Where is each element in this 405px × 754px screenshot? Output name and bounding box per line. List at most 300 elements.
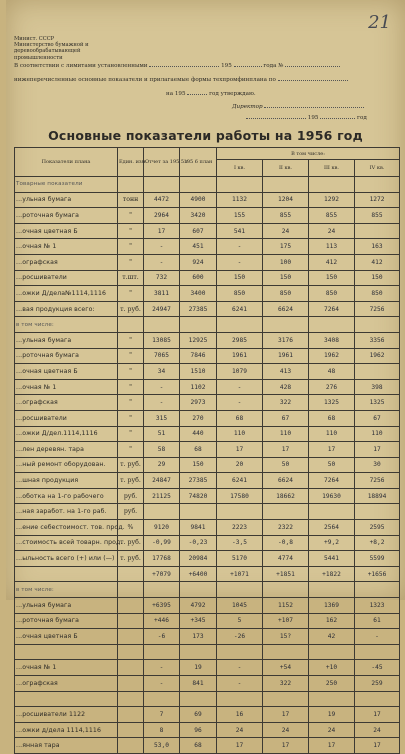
q3-value: 5441 — [309, 551, 355, 567]
q1-value — [217, 644, 263, 660]
report-value: 29 — [144, 457, 180, 473]
q4-value: 5599 — [355, 551, 400, 567]
q3-value: 113 — [309, 239, 355, 255]
row-name: ...ографская — [15, 676, 118, 692]
table-row — [15, 488, 400, 504]
ministry-line: деревообрабатывающей — [14, 48, 81, 55]
col-header-report: Отчет за 195 5 г. — [144, 148, 180, 177]
q4-value: 17 — [355, 707, 400, 723]
q1-value: - — [217, 676, 263, 692]
row-name: ...роточная бумага — [15, 613, 118, 629]
table-row — [15, 208, 400, 224]
row-name: ...ение себестоимост. тов. прод. — [15, 520, 118, 536]
row-name: ...очная № 1 — [15, 660, 118, 676]
plan-value: 4900 — [180, 192, 217, 208]
q2-value: 50 — [263, 457, 309, 473]
plan-value — [180, 644, 217, 660]
plan-value: -0,23 — [180, 535, 217, 551]
report-value: 24947 — [144, 301, 180, 317]
plan-value: 607 — [180, 223, 217, 239]
report-value: 9120 — [144, 520, 180, 536]
plan-value: 600 — [180, 270, 217, 286]
row-name: ...ожки Д/дела№1114,1116 — [15, 286, 118, 302]
table-row — [15, 348, 400, 364]
q3-value — [309, 691, 355, 707]
row-name: ...ожки д/дела 1114,1116 — [15, 722, 118, 738]
table-row — [15, 301, 400, 317]
row-name: ...оботка на 1-го рабочего — [15, 488, 118, 504]
row-unit: " — [118, 348, 144, 364]
q3-value: 50 — [309, 457, 355, 473]
report-value: +6395 — [144, 598, 180, 614]
approval-line-2: нижеперечисленные основные показатели и прилагаемые формы техпромфинплана по — [14, 77, 348, 83]
plan-value: 12925 — [180, 332, 217, 348]
q3-value: 7264 — [309, 301, 355, 317]
q1-value: 20 — [217, 457, 263, 473]
plan-value: +345 — [180, 613, 217, 629]
row-name — [15, 566, 118, 582]
plan-value: 96 — [180, 722, 217, 738]
q1-value: 110 — [217, 426, 263, 442]
col-header-q4: IV кв. — [355, 160, 400, 177]
row-name: ...ульная бумага — [15, 192, 118, 208]
col-header-incl: В том числе: — [217, 148, 400, 160]
report-value — [144, 504, 180, 520]
row-unit: % — [118, 520, 144, 536]
table-row — [15, 629, 400, 645]
director-line: Директор — [232, 104, 364, 110]
q2-value: 15? — [263, 629, 309, 645]
q2-value: 17 — [263, 707, 309, 723]
table-row — [15, 239, 400, 255]
row-unit: т. руб. — [118, 301, 144, 317]
report-value: - — [144, 395, 180, 411]
report-value: - — [144, 660, 180, 676]
q1-value: 17580 — [217, 488, 263, 504]
q3-value: 855 — [309, 208, 355, 224]
q4-value: 2595 — [355, 520, 400, 536]
q2-value: 100 — [263, 254, 309, 270]
q2-value: 17 — [263, 738, 309, 754]
q2-value: 850 — [263, 286, 309, 302]
approval-line-1: В соответствии с лимитами установленными 195 года № — [14, 63, 340, 69]
row-name: ...ульная бумага — [15, 332, 118, 348]
row-unit: тонн — [118, 192, 144, 208]
row-unit: " — [118, 254, 144, 270]
q4-value: 24 — [355, 722, 400, 738]
plan-value: +6400 — [180, 566, 217, 582]
q4-value: 412 — [355, 254, 400, 270]
q3-value: +9,2 — [309, 535, 355, 551]
row-unit: " — [118, 379, 144, 395]
row-unit — [118, 177, 144, 193]
q4-value: 1272 — [355, 192, 400, 208]
row-unit: руб. — [118, 504, 144, 520]
q4-value: - — [355, 629, 400, 645]
plan-value: 27385 — [180, 301, 217, 317]
report-value: 21125 — [144, 488, 180, 504]
table-row — [15, 270, 400, 286]
row-name: ...ная заработ. на 1-го раб. — [15, 504, 118, 520]
report-value: 7 — [144, 707, 180, 723]
approval-line-3: на 195 год утверждаю. — [166, 91, 256, 97]
plan-value: 1102 — [180, 379, 217, 395]
report-value: 58 — [144, 442, 180, 458]
q3-value: 17 — [309, 738, 355, 754]
row-unit — [118, 691, 144, 707]
q1-value: -3,5 — [217, 535, 263, 551]
row-name: ...лен деревян. тара — [15, 442, 118, 458]
q3-value: 19 — [309, 707, 355, 723]
plan-value — [180, 582, 217, 598]
row-unit — [118, 613, 144, 629]
q1-value — [217, 582, 263, 598]
q1-value: - — [217, 660, 263, 676]
table-row — [15, 286, 400, 302]
q4-value: 30 — [355, 457, 400, 473]
row-unit: " — [118, 442, 144, 458]
report-value: 732 — [144, 270, 180, 286]
date-line: 195 год — [246, 115, 367, 121]
row-unit — [118, 629, 144, 645]
q2-value — [263, 644, 309, 660]
table-row — [15, 254, 400, 270]
row-name — [15, 644, 118, 660]
q4-value — [355, 504, 400, 520]
plan-value — [180, 317, 217, 333]
q1-value: 24 — [217, 722, 263, 738]
table-row — [15, 691, 400, 707]
q2-value — [263, 317, 309, 333]
ministry-line: Министерство бумажной и — [14, 42, 89, 49]
q4-value: 61 — [355, 613, 400, 629]
row-unit: " — [118, 332, 144, 348]
plan-value: 3400 — [180, 286, 217, 302]
table-row — [15, 613, 400, 629]
row-unit — [118, 644, 144, 660]
table-row — [15, 426, 400, 442]
report-value: 13085 — [144, 332, 180, 348]
q3-value — [309, 177, 355, 193]
q1-value: 16 — [217, 707, 263, 723]
col-header-unit: Един. изм. — [118, 148, 144, 177]
row-unit — [118, 566, 144, 582]
table-body — [15, 177, 400, 754]
plan-value: 69 — [180, 707, 217, 723]
row-unit: т. руб. — [118, 473, 144, 489]
row-name: ...очная № 1 — [15, 239, 118, 255]
q2-value: 175 — [263, 239, 309, 255]
plan-value: 68 — [180, 442, 217, 458]
row-unit: " — [118, 395, 144, 411]
q1-value: 541 — [217, 223, 263, 239]
q1-value: 2223 — [217, 520, 263, 536]
row-unit — [118, 598, 144, 614]
q1-value: 150 — [217, 270, 263, 286]
q4-value — [355, 691, 400, 707]
plan-value: 270 — [180, 410, 217, 426]
q4-value: 110 — [355, 426, 400, 442]
q1-value: 155 — [217, 208, 263, 224]
q3-value: 48 — [309, 364, 355, 380]
q4-value: +1656 — [355, 566, 400, 582]
q4-value — [355, 582, 400, 598]
q1-value: +1071 — [217, 566, 263, 582]
table-row — [15, 410, 400, 426]
table-row — [15, 582, 400, 598]
q3-value: 412 — [309, 254, 355, 270]
q4-value: +8,2 — [355, 535, 400, 551]
table-row — [15, 644, 400, 660]
table-row — [15, 535, 400, 551]
table-row — [15, 457, 400, 473]
q2-value: +107 — [263, 613, 309, 629]
page-title: Основные показатели работы на 1956 год — [48, 128, 363, 143]
page-number: 21 — [368, 12, 391, 33]
table-row — [15, 520, 400, 536]
row-name: ...росшиватели — [15, 410, 118, 426]
row-unit: т. руб. — [118, 457, 144, 473]
q3-value: 24 — [309, 223, 355, 239]
q1-value — [217, 317, 263, 333]
table-row — [15, 738, 400, 754]
report-value: - — [144, 239, 180, 255]
q3-value: 7264 — [309, 473, 355, 489]
q1-value: 1079 — [217, 364, 263, 380]
report-value — [144, 691, 180, 707]
q1-value: 1132 — [217, 192, 263, 208]
report-value: - — [144, 676, 180, 692]
q2-value: 17 — [263, 442, 309, 458]
q3-value — [309, 317, 355, 333]
report-value — [144, 644, 180, 660]
q1-value: 17 — [217, 442, 263, 458]
q3-value: 19630 — [309, 488, 355, 504]
q2-value: 322 — [263, 676, 309, 692]
table-row — [15, 364, 400, 380]
q1-value: 1961 — [217, 348, 263, 364]
q2-value — [263, 504, 309, 520]
row-name: Товарные показатели — [15, 177, 118, 193]
table-row — [15, 722, 400, 738]
report-value: 17768 — [144, 551, 180, 567]
table-row — [15, 551, 400, 567]
q1-value: 6241 — [217, 473, 263, 489]
row-unit — [118, 660, 144, 676]
q3-value: +1822 — [309, 566, 355, 582]
q4-value — [355, 317, 400, 333]
plan-value — [180, 504, 217, 520]
q3-value: 3408 — [309, 332, 355, 348]
plan-value: 2973 — [180, 395, 217, 411]
plan-value — [180, 177, 217, 193]
row-name: ...вая продукция всего: — [15, 301, 118, 317]
report-value: -6 — [144, 629, 180, 645]
table-row — [15, 566, 400, 582]
q2-value: 428 — [263, 379, 309, 395]
q3-value: 1325 — [309, 395, 355, 411]
q4-value: 398 — [355, 379, 400, 395]
q1-value — [217, 177, 263, 193]
row-unit — [118, 722, 144, 738]
report-value: 4472 — [144, 192, 180, 208]
row-name: ...очная № 1 — [15, 379, 118, 395]
row-unit: " — [118, 410, 144, 426]
table-row — [15, 598, 400, 614]
row-name: ...ный ремонт оборудован. — [15, 457, 118, 473]
row-name: ...очная цветная Б — [15, 223, 118, 239]
col-header-plan: 195 6 план — [180, 148, 217, 177]
q4-value — [355, 644, 400, 660]
q1-value: -26 — [217, 629, 263, 645]
q3-value: +10 — [309, 660, 355, 676]
row-name: ...ожки Д/дел.1114,1116 — [15, 426, 118, 442]
q4-value — [355, 223, 400, 239]
ministry-heading — [14, 36, 124, 61]
q3-value — [309, 644, 355, 660]
row-unit: руб. — [118, 488, 144, 504]
q4-value: 855 — [355, 208, 400, 224]
row-unit: т. руб. — [118, 535, 144, 551]
q3-value: 1292 — [309, 192, 355, 208]
report-value: 7065 — [144, 348, 180, 364]
q4-value — [355, 177, 400, 193]
report-value: +446 — [144, 613, 180, 629]
table-row — [15, 676, 400, 692]
report-value: 3811 — [144, 286, 180, 302]
plan-value: 19 — [180, 660, 217, 676]
row-name: ...янная тара — [15, 738, 118, 754]
q2-value: 1961 — [263, 348, 309, 364]
plan-value: 7846 — [180, 348, 217, 364]
q2-value: 3176 — [263, 332, 309, 348]
report-value: 17 — [144, 223, 180, 239]
row-name: ...росшиватели 1122 — [15, 707, 118, 723]
row-unit — [118, 582, 144, 598]
row-name: ...росшиватели — [15, 270, 118, 286]
table-row — [15, 504, 400, 520]
q4-value: 18894 — [355, 488, 400, 504]
q4-value: 17 — [355, 442, 400, 458]
plan-value: 20984 — [180, 551, 217, 567]
q2-value: +54 — [263, 660, 309, 676]
row-name: ...шная продукция — [15, 473, 118, 489]
report-value: 2964 — [144, 208, 180, 224]
q1-value: - — [217, 379, 263, 395]
q3-value: 150 — [309, 270, 355, 286]
q4-value: 67 — [355, 410, 400, 426]
row-unit: " — [118, 364, 144, 380]
col-header-q1: I кв. — [217, 160, 263, 177]
q3-value: 2564 — [309, 520, 355, 536]
row-unit — [118, 317, 144, 333]
plan-value: 451 — [180, 239, 217, 255]
table-row — [15, 317, 400, 333]
q1-value: 6241 — [217, 301, 263, 317]
q4-value: 150 — [355, 270, 400, 286]
q4-value: 163 — [355, 239, 400, 255]
table-row — [15, 660, 400, 676]
q2-value: 6624 — [263, 301, 309, 317]
row-unit: т. руб. — [118, 551, 144, 567]
report-value — [144, 582, 180, 598]
report-value: 51 — [144, 426, 180, 442]
col-header-name: Показатели плана — [15, 148, 118, 177]
q3-value: 162 — [309, 613, 355, 629]
plan-value: 4792 — [180, 598, 217, 614]
row-name: в том числе: — [15, 582, 118, 598]
q4-value: 7256 — [355, 473, 400, 489]
q4-value: 1323 — [355, 598, 400, 614]
q4-value: 1325 — [355, 395, 400, 411]
title-year: 6 — [323, 128, 333, 143]
indicators-table — [14, 147, 400, 754]
q2-value — [263, 691, 309, 707]
q3-value: 250 — [309, 676, 355, 692]
row-unit — [118, 738, 144, 754]
q3-value: 24 — [309, 722, 355, 738]
report-value: 315 — [144, 410, 180, 426]
q2-value: 110 — [263, 426, 309, 442]
q2-value: 4774 — [263, 551, 309, 567]
table-row — [15, 707, 400, 723]
table-row — [15, 332, 400, 348]
row-unit: " — [118, 286, 144, 302]
q2-value: 1152 — [263, 598, 309, 614]
q2-value: 1204 — [263, 192, 309, 208]
row-name: в том числе: — [15, 317, 118, 333]
q4-value — [355, 364, 400, 380]
q2-value — [263, 582, 309, 598]
report-value — [144, 317, 180, 333]
q3-value: 17 — [309, 442, 355, 458]
table-row — [15, 473, 400, 489]
table-row — [15, 395, 400, 411]
q1-value: 17 — [217, 738, 263, 754]
q4-value: -45 — [355, 660, 400, 676]
q4-value: 17 — [355, 738, 400, 754]
report-value: 53,0 — [144, 738, 180, 754]
q2-value: 2322 — [263, 520, 309, 536]
q1-value: 1045 — [217, 598, 263, 614]
report-value: 8 — [144, 722, 180, 738]
plan-value: 27385 — [180, 473, 217, 489]
plan-value: 1510 — [180, 364, 217, 380]
q1-value: 5 — [217, 613, 263, 629]
plan-value — [180, 691, 217, 707]
row-name: ...роточная бумага — [15, 348, 118, 364]
row-unit: " — [118, 426, 144, 442]
q3-value: 850 — [309, 286, 355, 302]
row-unit: " — [118, 239, 144, 255]
col-header-q2: II кв. — [263, 160, 309, 177]
row-unit: " — [118, 223, 144, 239]
report-value: - — [144, 379, 180, 395]
q2-value: 150 — [263, 270, 309, 286]
ministry-line: Минист. СССР — [14, 36, 55, 42]
q1-value: 850 — [217, 286, 263, 302]
q1-value: 2985 — [217, 332, 263, 348]
table-row — [15, 192, 400, 208]
q3-value: 110 — [309, 426, 355, 442]
q3-value: 42 — [309, 629, 355, 645]
q2-value: 6624 — [263, 473, 309, 489]
q4-value: 3356 — [355, 332, 400, 348]
q2-value — [263, 177, 309, 193]
report-value: -0,99 — [144, 535, 180, 551]
row-name: ...ографская — [15, 395, 118, 411]
q2-value: -0,8 — [263, 535, 309, 551]
